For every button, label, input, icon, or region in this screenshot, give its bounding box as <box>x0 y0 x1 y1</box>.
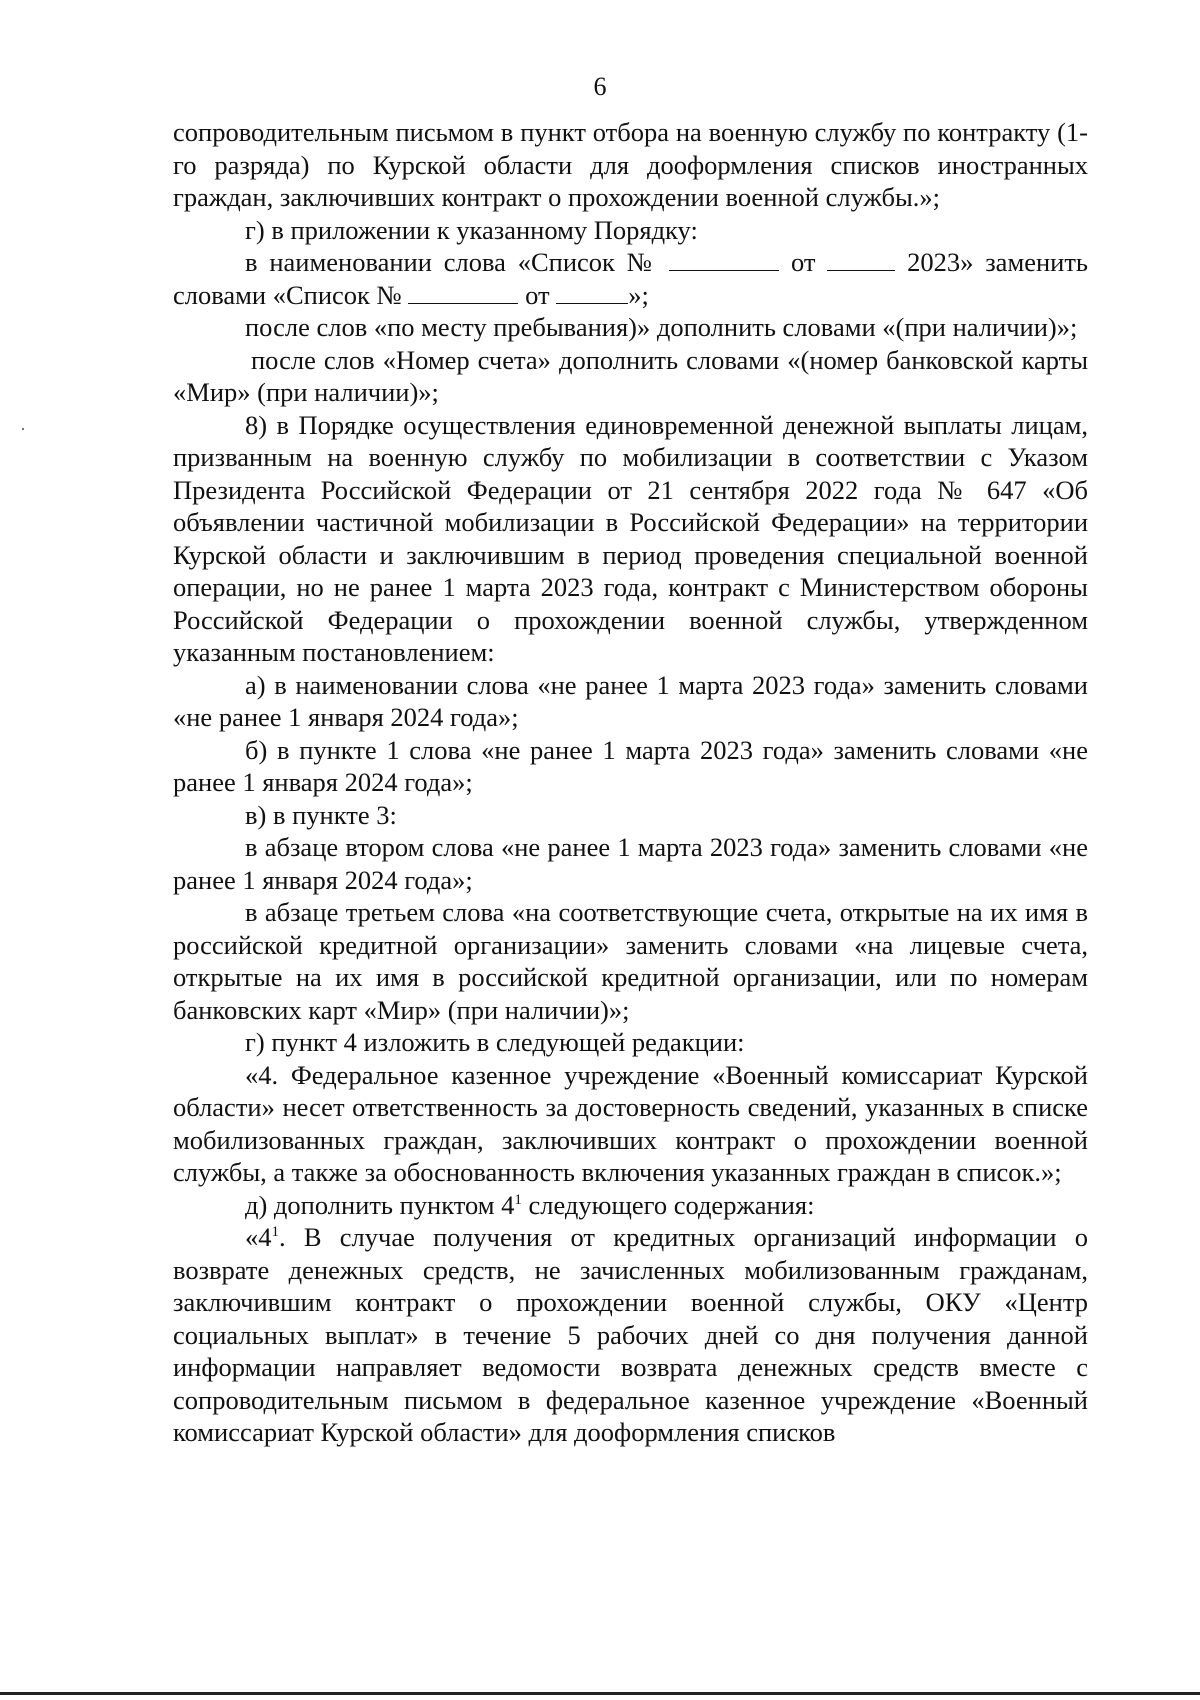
text-segment: в наименовании слова «Список № <box>245 247 658 277</box>
paragraph-third-abzats: в абзаце третьем слова «на соответствующие счета, открытые на их имя в российской кредитной организации» заменить словами «на лицевые счета, открытые на их имя в российской кредитной организации, или по номерам банковских карт «Мир» (при наличии)»; <box>173 897 1088 1025</box>
text-segment: «4 <box>245 1222 272 1252</box>
paragraph-item-b: б) в пункте 1 слова «не ранее 1 марта 2023 года» заменить словами «не ранее 1 января 2024 года»; <box>173 734 1088 797</box>
text-segment: 2023» заменить словами «Список № <box>173 247 1089 310</box>
paragraph-point-4: «4. Федеральное казенное учреждение «Военный комиссариат Курской области» несет ответственность за достоверность сведений, указанных в списке мобилизованных граждан, заключивших контракт о прохождении военной службы, а также за обоснованность включения указанных граждан в список.»; <box>173 1059 1088 1187</box>
paragraph-second-abzats: в абзаце втором слова «не ранее 1 марта 2023 года» заменить словами «не ранее 1 января 2024 года»; <box>173 832 1088 895</box>
paragraph-point-4-1 <box>173 1221 1088 1449</box>
blank-line <box>827 248 895 271</box>
paragraph-continuation: сопроводительным письмом в пункт отбора на военную службу по контракту (1-го разряда) по Курской области для дооформления списков иностранных граждан, заключивших контракт о прохождении военной службы.»; <box>173 117 1088 212</box>
blank-line <box>669 248 779 271</box>
paragraph-item-d <box>173 1189 1088 1222</box>
paragraph-item-g: г) пункт 4 изложить в следующей редакции: <box>245 1027 745 1057</box>
paragraph-appendix-item-g: г) в приложении к указанному Порядку: <box>245 214 698 245</box>
paragraph-residence-addition: после слов «по месту пребывания)» дополнить словами «(при наличии)»; <box>245 312 1078 342</box>
text-segment: . В случае получения от кредитных организаций информации о возврате денежных средств, не зачисленных мобилизованным гражданам, заключившим контракт о прохождении военной службы, ОКУ «Центр социальных выплат» в течение 5 рабочих дней со дня получения данной информации направляет ведомости возврата денежных средств вместе с сопроводительным письмом в федеральное казенное учреждение «Военный комиссариат Курской области» для дооформления списков <box>173 1222 1088 1447</box>
text-segment: следующего содержания: <box>521 1189 815 1220</box>
blank-line <box>556 281 628 304</box>
text-segment: от <box>525 279 550 310</box>
page-number: 6 <box>593 72 607 101</box>
paragraph-item-v: в) в пункте 3: <box>245 799 397 830</box>
paragraph-account-number-addition: после слов «Номер счета» дополнить словами «(номер банковской карты «Мир» (при наличии)»; <box>173 344 1088 407</box>
document-body <box>173 116 1088 1449</box>
paragraph-list-title-change <box>173 246 1088 311</box>
paragraph-item-a: а) в наименовании слова «не ранее 1 марта 2023 года» заменить словами «не ранее 1 января 2024 года»; <box>173 669 1088 732</box>
superscript: 1 <box>271 1224 279 1240</box>
scan-bottom-edge <box>0 1692 1200 1695</box>
paragraph-item-8: 8) в Порядке осуществления единовременной денежной выплаты лицам, призванным на военную службу по мобилизации в соответствии с Указом Президента Российской Федерации от 21 сентября 2022 года № 647 «Об объявлении частичной мобилизации в Российской Федерации» на территории Курской области и заключившим в период проведения специальной военной операции, но не ранее 1 марта 2023 года, контракт с Министерством обороны Российской Федерации о прохождении военной службы, утвержденном указанным постановлением: <box>173 409 1088 667</box>
text-segment: »; <box>628 279 649 310</box>
blank-line <box>408 281 518 304</box>
scan-edge-mark <box>22 428 24 430</box>
text-segment: от <box>790 247 816 277</box>
superscript: 1 <box>514 1191 522 1208</box>
text-segment: д) дополнить пунктом 4 <box>245 1189 515 1220</box>
